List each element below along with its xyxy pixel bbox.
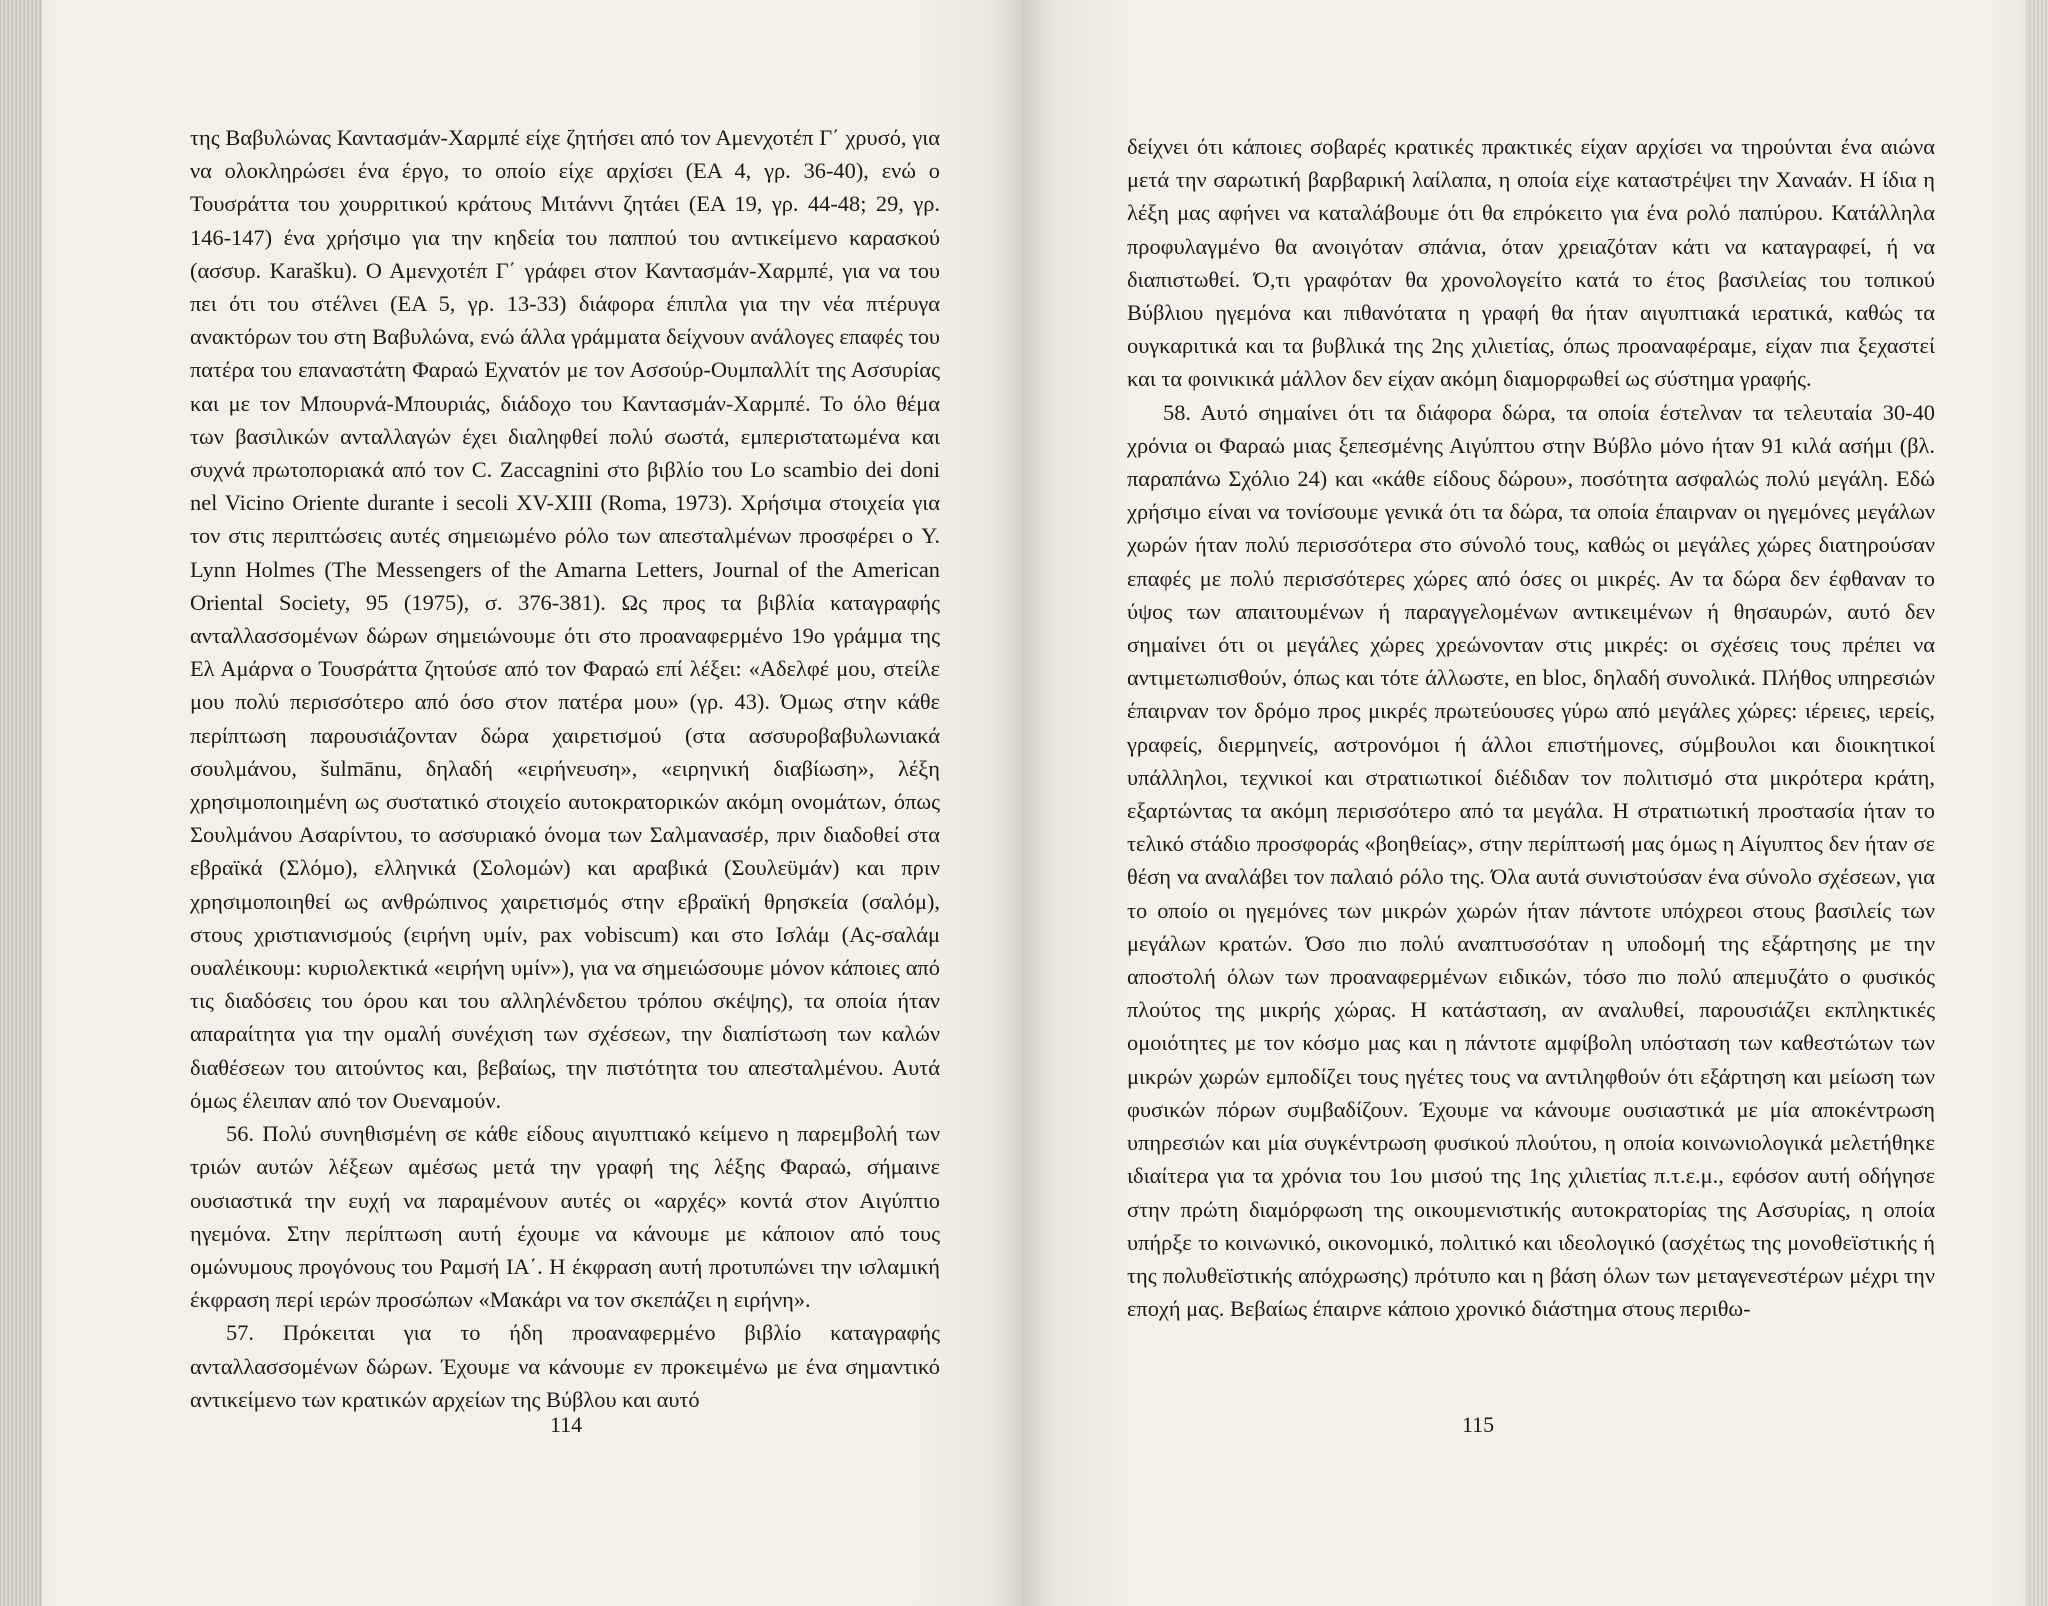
left-page — [0, 0, 1022, 1606]
paragraph: 56. Πολύ συνηθισμένη σε κάθε είδους αιγυπτιακό κείμενο η παρεμβολή των τριών αυτών λέξεων αμέσως μετά την γραφή της λέξης Φαραώ, σήμαινε ουσιαστικά την ευχή να παραμένουν αυτές οι «αρχές» κοντά στον Αιγύπτιο ηγεμόνα. Στην περίπτωση αυτή έχουμε να κάνουμε με κάποιον από τους ομώνυμους προγόνους του Ραμσή ΙΑ΄. Η έκφραση αυτή προτυπώνει την ισλαμική έκφραση περί ιερών προσώπων «Μακάρι να τον σκεπάζει η ειρήνη». — [190, 1121, 940, 1313]
paragraph: 57. Πρόκειται για το ήδη προαναφερμένο βιβλίο καταγραφής ανταλλασσομένων δώρων. Έχουμε να κάνουμε εν προκειμένω με ένα σημαντικό αντικείμενο των κρατικών αρχείων της Βύβλου και αυτό — [190, 1320, 940, 1412]
right-page — [1022, 0, 2048, 1606]
paragraph: της Βαβυλώνας Καντασμάν-Χαρμπέ είχε ζητήσει από τον Αμενχοτέπ Γ΄ χρυσό, για να ολοκληρώσει ένα έργο, το οποίο είχε αρχίσει (ΕΑ 4, γρ. 36-40), ενώ ο Τουσράττα του χουρριτικού κράτους Μιτάννι ζητάει (ΕΑ 19, γρ. 44-48; 29, γρ. 146-147) ένα χρήσιμο για την κηδεία του παππού του αντικείμενο καρασκού (ασσυρ. Karašku). Ο Αμενχοτέπ Γ΄ γράφει στον Καντασμάν-Χαρμπέ, για να του πει ότι του στέλνει (ΕΑ 5, γρ. 13-33) διάφορα έπιπλα για την νέα πτέρυγα ανακτόρων του στη Βαβυλώνα, ενώ άλλα γράμματα δείχνουν ανάλογες επαφές του πατέρα του επαναστάτη Φαραώ Εχνατόν με τον Ασσούρ-Ουμπαλλίτ της Ασσυρίας και με τον Μπουρνά-Μπουριάς, διάδοχο του Καντασμάν-Χαρμπέ. Το όλο θέμα των βασιλικών ανταλλαγών έχει διαληφθεί πολύ σωστά, εμπεριστατωμένα και συχνά πρωτοποριακά από τον C. Zaccagnini στο βιβλίο του Lo scambio dei doni nel Vicino Oriente durante i secoli XV-XIII (Roma, 1973). Χρήσιμα στοιχεία για τον στις περιπτώσεις αυτές σημειωμένο ρόλο των απεσταλμένων προσφέρει ο Y. Lynn Holmes (The Messengers of the Amarna Letters, Journal of the American Oriental Society, 95 (1975), σ. 376-381). Ως προς τα βιβλία καταγραφής ανταλλασσομένων δώρων σημειώνουμε ότι στο προαναφερμένο 19ο γράμμα της Ελ Αμάρνα ο Τουσράττα ζητούσε από τον Φαραώ επί λέξει: «Αδελφέ μου, στείλε μου πολύ περισσότερο από όσο στον πατέρα μου» (γρ. 43). Όμως στην κάθε περίπτωση παρουσιάζονταν δώρα χαιρετισμού (στα ασσυροβαβυλωνιακά σουλμάνου, šulmānu, δηλαδή «ειρήνευση», «ειρηνική διαβίωση», λέξη χρησιμοποιημένη ως συστατικό στοιχείο αυτοκρατορικών ακόμη ονομάτων, όπως Σουλμάνου Ασαρίντου, το ασσυριακό όνομα των Σαλμανασέρ, πριν διαδοθεί στα εβραϊκά (Σλόμο), ελληνικά (Σολομών) και αραβικά (Σουλεϋμάν) και πριν χρησιμοποιηθεί ως ανθρώπινος χαιρετισμός στην εβραϊκή θρησκεία (σαλόμ), στους χριστιανισμούς (ειρήνη υμίν, pax vobiscum) και στο Ισλάμ (Ας-σαλάμ ουαλέικουμ: κυριολεκτικά «ειρήνη υμίν»), για να σημειώσουμε μόνον κάποιες από τις διαδόσεις του όρου και του αλληλένδετου τρόπου σκέψης), τα οποία ήταν απαραίτητα για την ομαλή συνέχιση των σχέσεων, την διαπίστωση των καλών διαθέσεων του αιτούντος και, βεβαίως, την πιστότητα του απεσταλμένου. Αυτά όμως έλειπαν από τον Ουεναμούν. — [190, 125, 940, 1113]
right-page-text — [1127, 130, 1935, 1325]
page-number: 115 — [1462, 1412, 1495, 1437]
page-edge-stack — [0, 0, 42, 1606]
left-page-text — [190, 121, 940, 1416]
page-edge-stack — [2026, 0, 2048, 1606]
page-number: 114 — [550, 1412, 583, 1437]
paragraph: 58. Αυτό σημαίνει ότι τα διάφορα δώρα, τα οποία έστελναν τα τελευταία 30-40 χρόνια οι Φαραώ μιας ξεπεσμένης Αιγύπτου στην Βύβλο μόνο ήταν 91 κιλά ασήμι (βλ. παραπάνω Σχόλιο 24) και «κάθε είδους δώρου», ποσότητα ασφαλώς πολύ μεγάλη. Εδώ χρήσιμο είναι να τονίσουμε γενικά ότι τα δώρα, τα οποία έπαιρναν οι ηγεμόνες μεγάλων χωρών ήταν πολύ περισσότερα στο σύνολό τους, καθώς οι μεγάλες χώρες διατηρούσαν επαφές με πολύ περισσότερες χώρες από όσες οι μικρές. Αν τα δώρα δεν έφθαναν το ύψος των απαιτουμένων ή παραγγελομένων αντικειμένων ή θησαυρών, αυτό δεν σημαίνει ότι οι μεγάλες χώρες χρεώνονταν στις μικρές: οι σχέσεις τους πρέπει να αντιμετωπισθούν, όπως και τότε άλλωστε, en bloc, δηλαδή συνολικά. Πλήθος υπηρεσιών έπαιρναν τον δρόμο προς μικρές πρωτεύουσες γύρω από μεγάλες χώρες: ιέρειες, ιερείς, γραφείς, διερμηνείς, αστρονόμοι ή άλλοι επιστήμονες, σύμβουλοι και διοικητικοί υπάλληλοι, τεχνικοί και στρατιωτικοί διέδιδαν τον πολιτισμό στα μικρότερα κράτη, εξαρτώντας τα ακόμη περισσότερο από τα μεγάλα. Η στρατιωτική προστασία ήταν το τελικό στάδιο προσφοράς «βοηθείας», στην περίπτωσή μας όμως η Αίγυπτος δεν ήταν σε θέση να αναλάβει τον παλαιό ρόλο της. Όλα αυτά συνιστούσαν ένα σύνολο σχέσεων, για το οποίο οι ηγεμόνες των μικρών χωρών ήταν πάντοτε υπόχρεοι στους βασιλείς των μεγάλων κρατών. Όσο πιο πολύ αναπτυσσόταν η υποδομή της εξάρτησης με την αποστολή όλων των προαναφερμένων ειδικών, τόσο πιο πολύ απεμυζάτο ο φυσικός πλούτος της μικρής χώρας. Η κατάσταση, αν αναλυθεί, παρουσιάζει εκπληκτικές ομοιότητες με τον κόσμο μας και η πάντοτε αμφίβολη υπόσταση των καθεστώτων των μικρών χωρών εμποδίζει τους ηγέτες τους να αντιληφθούν ότι εξάρτηση και μείωση των φυσικών πόρων συμβαδίζουν. Έχουμε να κάνουμε ουσιαστικά με μία αποκέντρωση υπηρεσιών και μία συγκέντρωση φυσικού πλούτου, η οποία κοινωνιολογικά μελετήθηκε ιδιαίτερα για τα χρόνια του 1ου μισού της 1ης χιλιετίας π.τ.ε.μ., εφόσον αυτή οδήγησε στην πρώτη διαμόρφωση της οικουμενιστικής αυτοκρατορίας της Ασσυρίας, η οποία υπήρξε το κοινωνικό, οικονομικό, πολιτικό και ιδεολογικό (ασχέτως της μονοθεϊστικής ή της πολυθεϊστικής απόχρωσης) πρότυπο και η βάση όλων των μεταγενεστέρων μέχρι την εποχή μας. Βεβαίως έπαιρνε κάποιο χρονικό διάστημα στους περιθω- — [1127, 399, 1935, 1322]
paragraph: δείχνει ότι κάποιες σοβαρές κρατικές πρακτικές είχαν αρχίσει να τηρούνται ένα αιώνα μετά την σαρωτική βαρβαρική λαίλαπα, η οποία είχε καταστρέψει την Χαναάν. Η ίδια η λέξη μας αφήνει να καταλάβουμε ότι θα επρόκειτο για ένα ρολό παπύρου. Κατάλληλα προφυλαγμένο θα ανοιγόταν σπάνια, όταν χρειαζόταν κάτι να καταγραφεί, ή να διαπιστωθεί. Ό,τι γραφόταν θα χρονολογείτο κατά το έτος βασιλείας του τοπικού Βύβλιου ηγεμόνα και πιθανότατα η γραφή θα ήταν αιγυπτιακά ιερατικά, καθώς τα ουγκαριτικά και τα βυβλικά της 2ης χιλιετίας, όπως προαναφέραμε, είχαν πια ξεχαστεί και τα φοινικικά μάλλον δεν είχαν ακόμη διαμορφωθεί ως σύστημα γραφής. — [1127, 134, 1935, 392]
